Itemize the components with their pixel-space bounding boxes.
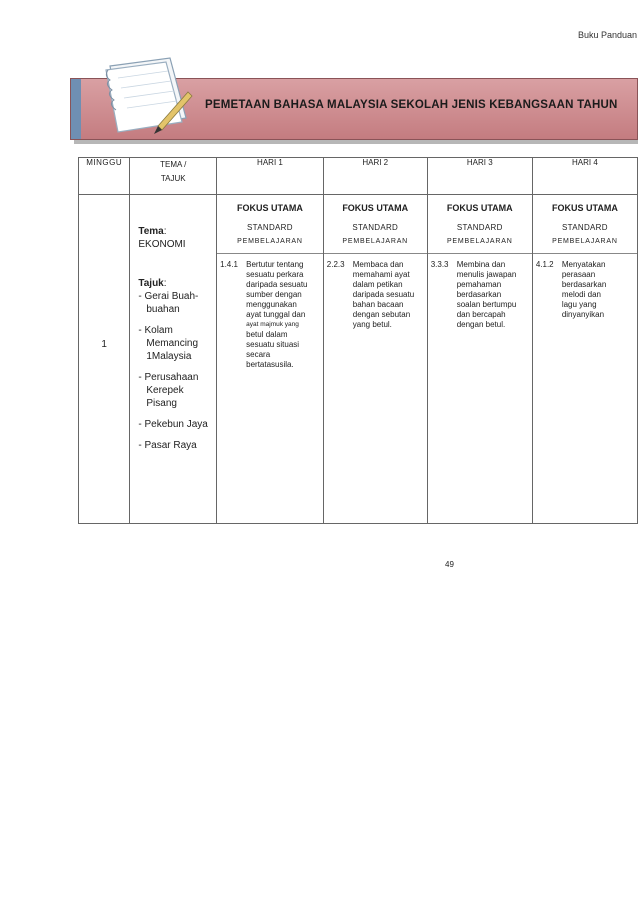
- pembelajaran-label: PEMBELAJARAN: [552, 238, 618, 245]
- tajuk-label: Tajuk: [138, 278, 164, 289]
- header-minggu: MINGGU: [79, 158, 130, 195]
- fokus-utama-label: FOKUS UTAMA: [342, 203, 409, 213]
- standard-code: 3.3.3: [430, 260, 449, 269]
- standard-item: 4.1.2 Menyatakan perasaan berdasarkan melodi dan lagu yang dinyanyikan: [535, 260, 607, 319]
- pembelajaran-label: PEMBELAJARAN: [237, 238, 303, 245]
- tajuk-item: - Perusahaan Kerepek Pisang: [138, 372, 199, 409]
- standard-label: STANDARD: [562, 223, 608, 232]
- standard-label: STANDARD: [456, 223, 503, 232]
- fokus-utama-label: FOKUS UTAMA: [552, 203, 618, 213]
- hari-1-cell: [217, 195, 324, 524]
- week-row: [79, 195, 638, 524]
- hari-2-cell: [323, 195, 427, 524]
- notepad-pencil-icon: [88, 56, 198, 144]
- pembelajaran-label: PEMBELAJARAN: [342, 238, 409, 245]
- week-cell: [79, 195, 130, 524]
- header-hari-2: HARI 2: [323, 158, 427, 195]
- title-banner: [70, 78, 638, 140]
- hari-4-cell: [532, 195, 637, 524]
- header-tema-tajuk: [130, 158, 217, 195]
- header-hari-1: HARI 1: [217, 158, 324, 195]
- standard-item: 2.2.3 Membaca dan memahami ayat dalam petikan daripada sesuatu bahan bacaan dengan sebutan yang betul.: [326, 260, 415, 329]
- standard-label: STANDARD: [247, 223, 293, 232]
- header-hari-3: HARI 3: [427, 158, 532, 195]
- tajuk-item: - Pekebun Jaya: [138, 419, 208, 430]
- tema-cell: Tema: EKONOMI Tajuk: - Gerai Buah- buahan - Kolam Memancing 1Malaysia - Perusahaan Kerepek Pisang - Pekebun Jaya - Pasar Raya: [130, 195, 217, 524]
- header-hari-4: HARI 4: [532, 158, 637, 195]
- standard-code: 2.2.3: [326, 260, 345, 269]
- curriculum-mapping-table: [78, 157, 638, 524]
- week-number: 1: [101, 339, 107, 350]
- tema-value: EKONOMI: [138, 239, 186, 250]
- tajuk-item: - Pasar Raya: [138, 440, 197, 451]
- banner-title: PEMETAAN BAHASA MALAYSIA SEKOLAH JENIS KEBANGSAAN TAHUN: [205, 99, 618, 111]
- standard-item: 1.4.1 Bertutur tentang sesuatu perkara daripada sesuatu sumber dengan menggunakan ayat tunggal dan ayat majmuk yang betul dalam sesuatu situasi secara bertatasusila.: [220, 260, 308, 369]
- page-number: 49: [445, 560, 454, 569]
- header-tajuk-line: TAJUK: [160, 174, 186, 183]
- standard-item: 3.3.3 Membina dan menulis jawapan pemahaman berdasarkan soalan bertumpu dan bercapah dengan betul.: [430, 260, 517, 329]
- tajuk-item: - Kolam Memancing 1Malaysia: [138, 325, 199, 362]
- standard-label: STANDARD: [352, 223, 399, 232]
- table-header-row: [79, 158, 638, 195]
- banner-left-strip: [71, 79, 81, 139]
- tajuk-item: - Gerai Buah- buahan: [138, 291, 199, 315]
- standard-code: 4.1.2: [535, 260, 554, 269]
- fokus-utama-label: FOKUS UTAMA: [446, 203, 513, 213]
- standard-code: 1.4.1: [220, 260, 238, 269]
- fokus-utama-label: FOKUS UTAMA: [237, 203, 303, 213]
- document-running-title: Buku Panduan: [578, 30, 638, 40]
- pembelajaran-label: PEMBELAJARAN: [446, 238, 513, 245]
- header-tema-line: TEMA /: [160, 160, 187, 169]
- tema-label: Tema: [138, 226, 164, 237]
- hari-3-cell: [427, 195, 532, 524]
